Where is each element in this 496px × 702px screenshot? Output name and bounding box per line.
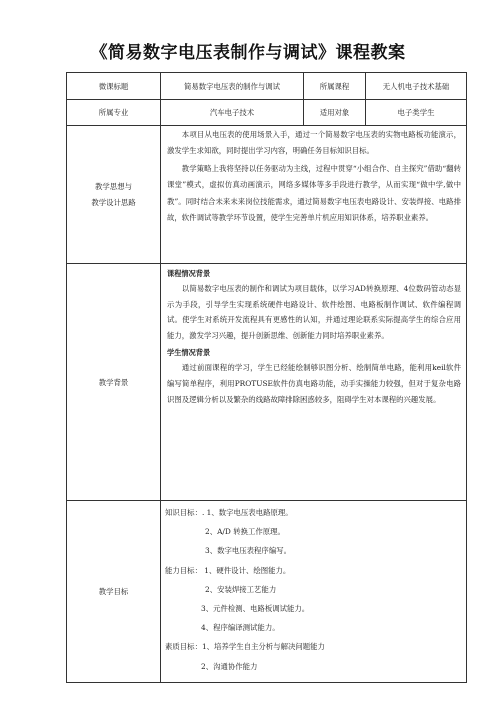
background-content [161, 264, 467, 501]
design-row [67, 126, 467, 264]
label-background: 教学背景 [67, 264, 161, 501]
goal-line: 3、数字电压表程序编写。 [205, 546, 292, 556]
header-row-2 [67, 100, 467, 126]
goal-line: 2、安装焊接工艺能力 [205, 584, 277, 594]
label-course: 所属课程 [304, 73, 366, 100]
goal-line: 4、程序编译测试能力。 [201, 623, 280, 633]
label-design-thinking: 教学思想与 教学设计思路 [67, 126, 161, 264]
design-paragraph-2: 教学策略上我将坚持以任务驱动为主线，过程中贯穿“小组合作、自主探究”借助“翻转课堂”模式，虚拟仿真动画演示，网络多媒体等多手段进行教学，从而实现“做中学,做中教”。同时结合未来未来岗位技能需求，通过简易数字电压表电路设计、安装焊接、电路排故，软件调试等教学环节设置，使学生完善单片机应用知识体系，培养职业素养。 [167, 163, 461, 223]
student-background-text: 通过前面课程的学习，学生已经能绘制够识图分析、绘制简单电路，能利用keil软件编写简单程序，利用PROTUSE软件仿真电路功能，动手实操能力较强，但对于复杂电路识图及逻辑分析以及繁杂的线路故障排除困惑较多，阻碍学生对本课程的兴趣发展。 [167, 363, 461, 404]
label-major: 所属专业 [67, 100, 161, 126]
design-content [161, 126, 467, 264]
goals-list [161, 501, 466, 678]
label-goals: 教学目标 [67, 501, 161, 683]
goal-line: 能力目标： 1、硬件设计、绘图能力。 [165, 565, 291, 575]
label-audience: 适用对象 [304, 100, 366, 126]
lesson-plan-table [66, 72, 467, 683]
student-background-heading: 学生情况背景 [167, 348, 211, 358]
value-major: 汽车电子技术 [161, 100, 304, 126]
value-micro-title: 简易数字电压表的制作与调试 [161, 73, 304, 100]
goals-content [161, 501, 467, 683]
goals-row [67, 501, 467, 683]
goal-line: 3、元件检测、电路板调试能力。 [201, 604, 310, 614]
page-title: 《简易数字电压表制作与调试》课程教案 [90, 43, 406, 63]
goal-line: 素质目标：1、培养学生自主分析与解决问题能力 [165, 642, 325, 652]
course-background-text: 以简易数字电压表的制作和调试为项目载体，以学习AD转换原理、4位数码管动态显示为手段，引导学生实现系统硬件电路设计、软件绘图、电路板制作调试、软件编程调试。使学生对系统开发流程具有更感性的认知，并通过理论联系实际提高学生的综合应用能力，激发学习兴趣，提升创新思维、创新能力同时培养职业素养。 [167, 284, 461, 340]
background-row [67, 264, 467, 501]
goal-line: 知识目标：. 1、数字电压表电路原理。 [165, 508, 293, 517]
header-row-1 [67, 73, 467, 100]
design-paragraph-1: 本项目从电压表的使用场景入手，通过一个简易数字电压表的实物电路板功能演示，激发学生求知欲，同时提出学习内容，明确任务目标知识目标。 [167, 130, 461, 156]
value-audience: 电子类学生 [366, 100, 467, 126]
course-background-heading: 课程情况背景 [167, 269, 211, 278]
value-course: 无人机电子技术基础 [366, 73, 467, 100]
goal-line: 2、A/D 转换工作原理。 [205, 527, 285, 537]
label-micro-title: 微课标题 [67, 73, 161, 100]
goal-line: 2、沟通协作能力 [201, 661, 258, 671]
